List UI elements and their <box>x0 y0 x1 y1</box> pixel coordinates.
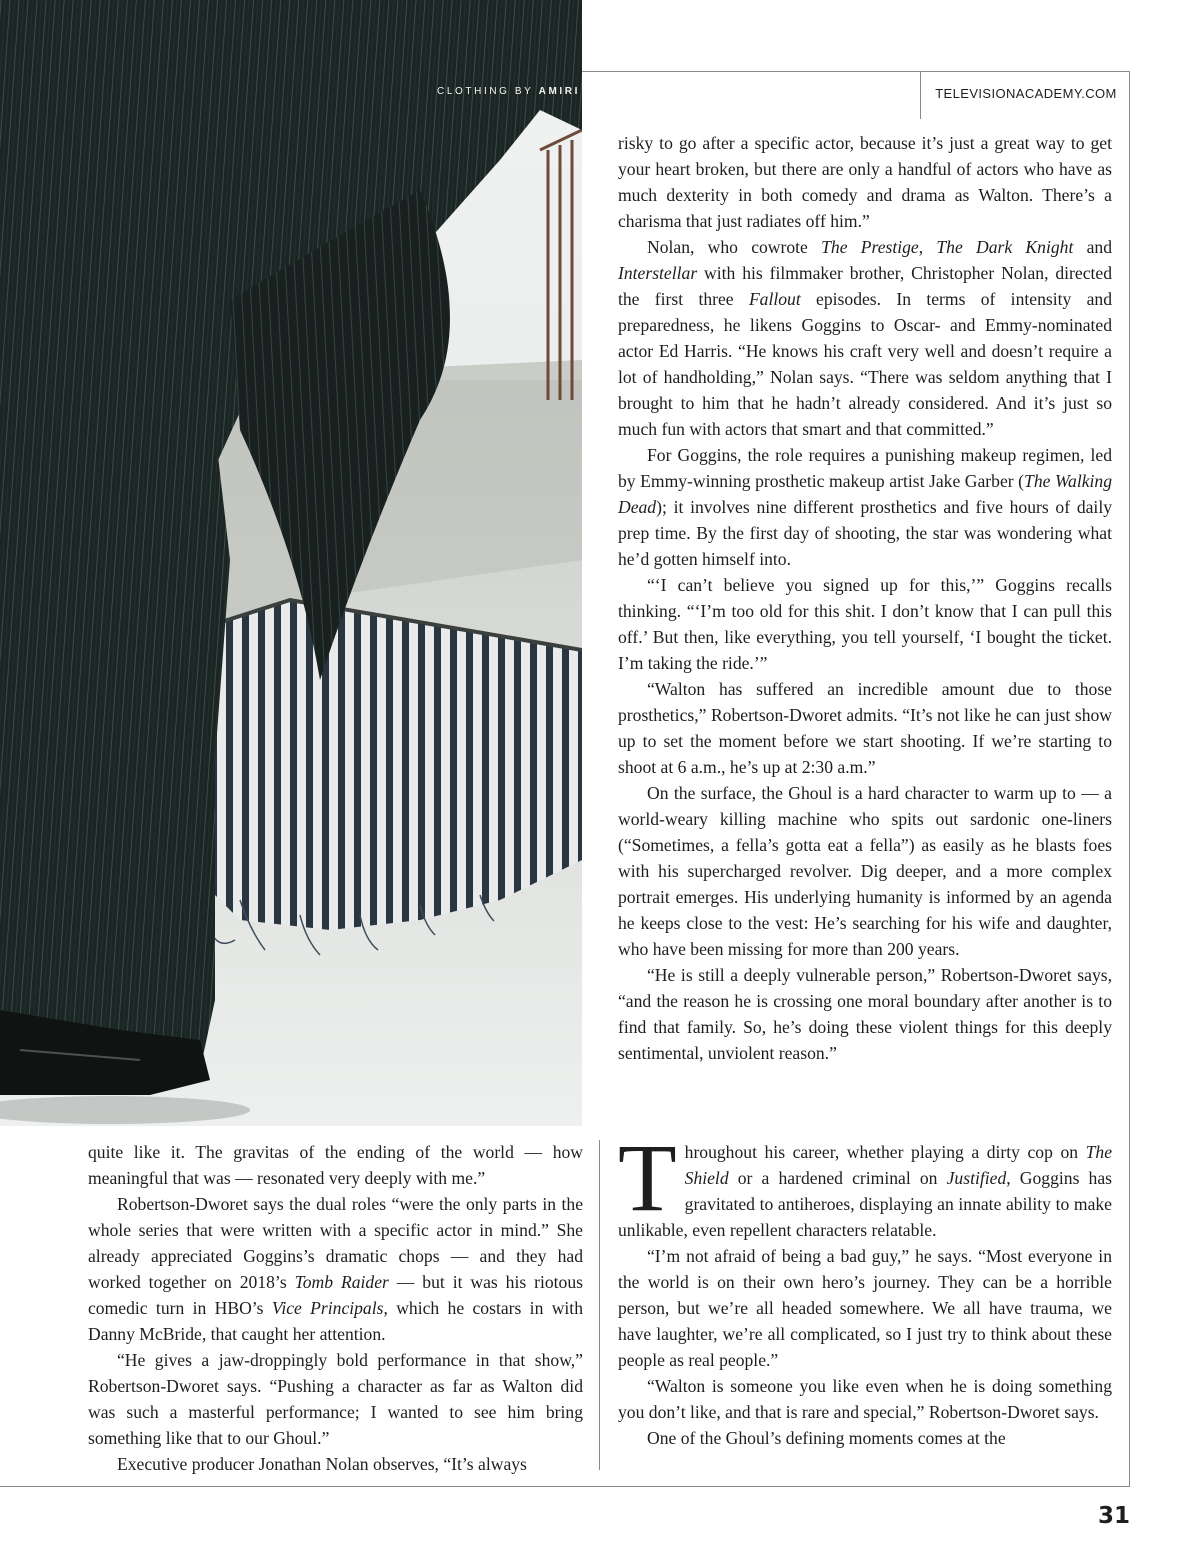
page-number: 31 <box>1097 1503 1130 1529</box>
paragraph: Executive producer Jonathan Nolan observes, “It’s always <box>117 1454 527 1474</box>
title-italic: Fallout <box>748 289 801 309</box>
paragraph: Throughout his career, whether playing a dirty cop on The Shield or a hardened criminal on Justified, Goggins has gravitated to antiheroes, displaying an innate ability to make unlikable, even repellent characters relatable. <box>618 1124 1113 1240</box>
site-url: TELEVISIONACADEMY.COM <box>935 86 1117 101</box>
paragraph: For Goggins, the role requires a punishing makeup regimen, led by Emmy-winning prosthetic makeup artist Jake Garber (The Walking Dead); it involves nine different prosthetics and five hours of daily prep time. By the first day of shooting, the star was wondering what he’d gotten himself into. <box>618 445 1112 569</box>
column-divider <box>599 1140 600 1470</box>
paragraph: “‘I can’t believe you signed up for this,’” Goggins recalls thinking. “‘I’m too old for this shit. I don’t know that I can pull this off.’ But then, like everything, you tell yourself, ‘I bought the ticket. I’m taking the ride.’” <box>618 575 1112 673</box>
bottom-right-column <box>618 1124 1113 1475</box>
photo-credit-prefix: CLOTHING BY <box>437 86 534 97</box>
title-italic: The Dark Knight <box>936 237 1074 257</box>
paragraph: One of the Ghoul’s defining moments comes at the <box>647 1428 1006 1448</box>
paragraph: Nolan, who cowrote The Prestige, The Dark Knight and Interstellar with his filmmaker brother, Christopher Nolan, directed the first three Fallout episodes. In terms of intensity and preparedness, he likens Goggins to Oscar- and Emmy-nominated actor Ed Harris. “He knows his craft very well and doesn’t require a lot of handholding,” Nolan says. “There was seldom anything that I brought to him that he hadn’t already considered. And it’s just so much fun with actors that smart and that committed.” <box>618 237 1112 439</box>
paragraph: “He is still a deeply vulnerable person,” Robertson-Dworet says, “and the reason he is crossing one moral boundary after another is to find that family. So, he’s doing these violent things for this deeply sentimental, unviolent reason.” <box>618 965 1112 1063</box>
right-rule <box>1129 71 1130 1486</box>
photo-credit-brand: AMIRI <box>538 86 580 97</box>
paragraph: On the surface, the Ghoul is a hard character to warm up to — a world-weary killing machine who spits out sardonic one-liners (“Sometimes, a fella’s gotta eat a fella”) as easily as he blasts foes with his supercharged revolver. Dig deeper, and a more complex portrait emerges. His underlying humanity is informed by an agenda he keeps close to the vest: He’s searching for his wife and daughter, who have been missing for more than 200 years. <box>618 783 1112 959</box>
title-italic: The Shield <box>684 1142 1112 1188</box>
paragraph: Robertson-Dworet says the dual roles “were the only parts in the whole series that were written with a specific actor in mind.” She already appreciated Goggins’s dramatic chops — and they had worked together on 2018’s Tomb Raider — but it was his riotous comedic turn in HBO’s Vice Principals, which he costars in with Danny McBride, that caught her attention. <box>88 1194 583 1344</box>
title-italic: Interstellar <box>618 263 698 283</box>
header-divider <box>920 71 921 119</box>
paragraph: “Walton has suffered an incredible amount due to those prosthetics,” Robertson-Dworet admits. “It’s not like he can just show up to set the moment before we start shooting. If we’re starting to shoot at 6 a.m., he’s up at 2:30 a.m.” <box>618 679 1112 777</box>
paragraph: “Walton is someone you like even when he is doing something you don’t like, and that is rare and special,” Robertson-Dworet says. <box>618 1376 1112 1422</box>
title-italic: Vice Principals <box>271 1298 384 1318</box>
paragraph: risky to go after a specific actor, because it’s just a great way to get your heart broken, but there are only a handful of actors who have as much dexterity in both comedy and drama as Walton. There’s a charisma that just radiates off him.” <box>618 133 1112 231</box>
title-italic: Justified <box>946 1168 1007 1188</box>
photo-credit <box>420 86 580 97</box>
title-italic: The Walking Dead <box>618 471 1112 517</box>
drop-cap: T <box>618 1124 677 1231</box>
top-rule <box>582 71 1130 72</box>
paragraph: quite like it. The gravitas of the ending of the world — how meaningful that was — resonated very deeply with me.” <box>88 1142 583 1188</box>
title-italic: The Prestige <box>821 237 919 257</box>
paragraph: “He gives a jaw-droppingly bold performance in that show,” Robertson-Dworet says. “Pushing a character as far as Walton did was such a masterful performance; I wanted to see him bring something like that to our Ghoul.” <box>88 1350 583 1448</box>
right-column <box>618 130 1112 1115</box>
bottom-rule <box>0 1486 1130 1487</box>
paragraph: “I’m not afraid of being a bad guy,” he says. “Most everyone in the world is on their own hero’s journey. They can be a horrible person, but we’re all headed somewhere. We all have trauma, we have laughter, we’re all complicated, so I just try to think about these people as real people.” <box>618 1246 1112 1370</box>
bottom-left-column <box>88 1139 583 1475</box>
title-italic: Tomb Raider <box>294 1272 389 1292</box>
feature-photo <box>0 0 582 1126</box>
